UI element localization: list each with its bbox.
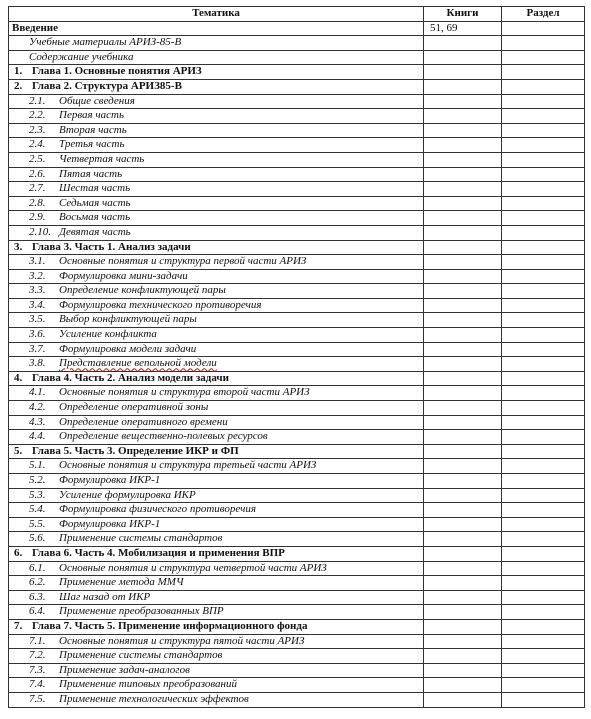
subsection-number: 2.1. <box>29 94 46 107</box>
books-cell <box>424 36 502 51</box>
table-row <box>9 255 585 270</box>
books-cell <box>424 634 502 649</box>
books-cell <box>424 561 502 576</box>
subsection-number: 4.3. <box>29 415 46 428</box>
section-cell <box>502 371 585 386</box>
subsection-number: 7.4. <box>29 678 46 691</box>
chapter-title: Глава 2. Структура АРИЗ85-В <box>32 79 182 92</box>
subsection-number: 3.5. <box>29 313 46 326</box>
topic-cell <box>9 488 424 503</box>
books-cell <box>424 79 502 94</box>
subsection-title: Основные понятия и структура четвертой части АРИЗ <box>59 561 327 574</box>
section-cell <box>502 328 585 343</box>
subsection-number: 3.1. <box>29 255 46 268</box>
subsection-title: Применение преобразованных ВПР <box>59 605 224 618</box>
table-row <box>9 649 585 664</box>
chapter-number: 4. <box>14 371 23 384</box>
books-cell <box>424 65 502 80</box>
subsection-number: 3.2. <box>29 269 46 282</box>
books-cell <box>424 430 502 445</box>
subsection-title: Седьмая часть <box>59 196 131 209</box>
table-row <box>9 123 585 138</box>
table-row <box>9 196 585 211</box>
topic-cell <box>9 503 424 518</box>
books-cell <box>424 503 502 518</box>
subsection-title: Общие сведения <box>59 94 135 107</box>
section-cell <box>502 415 585 430</box>
table-row <box>9 167 585 182</box>
subsection-number: 2.8. <box>29 196 46 209</box>
subsection-number: 5.1. <box>29 459 46 472</box>
subsection-title: Формулировка технического противоречия <box>59 298 262 311</box>
subsection-title: Применение задач-аналогов <box>59 663 190 676</box>
section-cell <box>502 50 585 65</box>
table-row <box>9 36 585 51</box>
topic-cell <box>9 123 424 138</box>
books-cell <box>424 94 502 109</box>
table-row <box>9 211 585 226</box>
subsection-title: Применение системы стандартов <box>59 532 223 545</box>
subsection-number: 6.4. <box>29 605 46 618</box>
section-cell <box>502 619 585 634</box>
table-row <box>9 284 585 299</box>
topic-cell <box>9 284 424 299</box>
section-cell <box>502 401 585 416</box>
subsection-number: 3.8. <box>29 357 46 370</box>
books-cell <box>424 196 502 211</box>
chapter-number: 2. <box>14 79 23 92</box>
section-cell <box>502 284 585 299</box>
books-cell <box>424 182 502 197</box>
table-row <box>9 678 585 693</box>
books-cell <box>424 692 502 707</box>
table-body <box>9 21 585 707</box>
section-cell <box>502 546 585 561</box>
table-row <box>9 459 585 474</box>
table-row <box>9 474 585 489</box>
subsection-title: Определение оперативного времени <box>59 415 228 428</box>
books-cell <box>424 459 502 474</box>
topic-cell <box>9 94 424 109</box>
books-cell <box>424 532 502 547</box>
table-row <box>9 269 585 284</box>
books-cell <box>424 313 502 328</box>
topic-cell <box>9 401 424 416</box>
books-cell <box>424 386 502 401</box>
section-cell <box>502 459 585 474</box>
section-cell <box>502 152 585 167</box>
topic-cell <box>9 576 424 591</box>
subsection-number: 3.6. <box>29 328 46 341</box>
subsection-title: Четвертая часть <box>59 152 145 165</box>
table-row <box>9 386 585 401</box>
chapter-title: Глава 6. Часть 4. Мобилизация и применения ВПР <box>32 546 285 559</box>
subsection-number: 2.10. <box>29 225 51 238</box>
table-header-row <box>9 7 585 22</box>
section-cell <box>502 678 585 693</box>
topic-cell <box>9 619 424 634</box>
section-cell <box>502 65 585 80</box>
table-row <box>9 79 585 94</box>
chapter-title: Глава 7. Часть 5. Применение информационного фонда <box>32 619 308 632</box>
table-row <box>9 415 585 430</box>
books-cell <box>424 240 502 255</box>
section-cell <box>502 313 585 328</box>
chapter-number: 7. <box>14 619 23 632</box>
topic-cell <box>9 459 424 474</box>
subsection-number: 7.1. <box>29 634 46 647</box>
subsection-title: Выбор конфликтующей пары <box>59 313 197 326</box>
books-cell <box>424 269 502 284</box>
section-cell <box>502 561 585 576</box>
books-cell <box>424 517 502 532</box>
topic-title: Введение <box>12 21 59 34</box>
section-cell <box>502 94 585 109</box>
table-row <box>9 576 585 591</box>
topic-cell <box>9 444 424 459</box>
subsection-number: 3.7. <box>29 342 46 355</box>
topic-title: Содержание учебника <box>29 50 134 63</box>
subsection-number: 6.2. <box>29 576 46 589</box>
books-cell <box>424 663 502 678</box>
table-row <box>9 21 585 36</box>
table-row <box>9 692 585 707</box>
subsection-number: 7.2. <box>29 649 46 662</box>
books-cell <box>424 255 502 270</box>
topic-cell <box>9 532 424 547</box>
chapter-number: 1. <box>14 65 23 78</box>
table-row <box>9 371 585 386</box>
subsection-title: Первая часть <box>59 109 124 122</box>
section-cell <box>502 605 585 620</box>
books-cell <box>424 619 502 634</box>
header-section: Раздел <box>502 7 585 22</box>
subsection-title: Шаг назад от ИКР <box>59 590 151 603</box>
subsection-number: 4.4. <box>29 430 46 443</box>
section-cell <box>502 576 585 591</box>
books-cell <box>424 284 502 299</box>
topic-cell <box>9 692 424 707</box>
subsection-number: 4.1. <box>29 386 46 399</box>
section-cell <box>502 79 585 94</box>
table-row <box>9 94 585 109</box>
table-row <box>9 182 585 197</box>
section-cell <box>502 430 585 445</box>
subsection-number: 2.4. <box>29 138 46 151</box>
topic-cell <box>9 240 424 255</box>
topic-cell <box>9 225 424 240</box>
section-cell <box>502 444 585 459</box>
subsection-title: Усиление формулировка ИКР <box>59 488 196 501</box>
topic-cell <box>9 663 424 678</box>
table-row <box>9 152 585 167</box>
topic-cell <box>9 342 424 357</box>
table-row <box>9 488 585 503</box>
table-row <box>9 663 585 678</box>
topic-cell <box>9 371 424 386</box>
topic-cell <box>9 36 424 51</box>
topic-cell <box>9 211 424 226</box>
books-cell <box>424 649 502 664</box>
topic-cell <box>9 590 424 605</box>
topic-cell <box>9 605 424 620</box>
books-cell <box>424 167 502 182</box>
subsection-number: 6.1. <box>29 561 46 574</box>
table-row <box>9 430 585 445</box>
books-cell <box>424 474 502 489</box>
section-cell <box>502 225 585 240</box>
books-cell <box>424 488 502 503</box>
section-cell <box>502 109 585 124</box>
table-row <box>9 605 585 620</box>
books-cell <box>424 371 502 386</box>
table-row <box>9 357 585 372</box>
subsection-title: Применение метода ММЧ <box>59 576 184 589</box>
section-cell <box>502 386 585 401</box>
books-cell <box>424 342 502 357</box>
section-cell <box>502 488 585 503</box>
subsection-number: 2.3. <box>29 123 46 136</box>
topic-cell <box>9 269 424 284</box>
topics-table <box>8 6 585 708</box>
section-cell <box>502 36 585 51</box>
subsection-number: 2.2. <box>29 109 46 122</box>
table-row <box>9 401 585 416</box>
subsection-number: 3.4. <box>29 298 46 311</box>
subsection-title: Определение конфликтующей пары <box>59 284 226 297</box>
table-row <box>9 65 585 80</box>
topic-cell <box>9 474 424 489</box>
section-cell <box>502 255 585 270</box>
subsection-number: 7.5. <box>29 692 46 705</box>
books-cell <box>424 225 502 240</box>
subsection-title: Применение технологических эффектов <box>59 692 249 705</box>
section-cell <box>502 123 585 138</box>
subsection-number: 5.5. <box>29 517 46 530</box>
table-row <box>9 313 585 328</box>
topic-cell <box>9 546 424 561</box>
topic-cell <box>9 255 424 270</box>
subsection-number: 7.3. <box>29 663 46 676</box>
subsection-title: Применение типовых преобразований <box>59 678 238 691</box>
section-cell <box>502 342 585 357</box>
subsection-number: 5.2. <box>29 474 46 486</box>
topic-cell <box>9 65 424 80</box>
subsection-title: Формулировка физического противоречия <box>59 503 257 516</box>
subsection-number: 2.9. <box>29 211 46 224</box>
section-cell <box>502 138 585 153</box>
table-row <box>9 561 585 576</box>
section-cell <box>502 240 585 255</box>
table-row <box>9 546 585 561</box>
books-cell <box>424 590 502 605</box>
subsection-title: Усиление конфликта <box>59 328 157 341</box>
subsection-number: 2.7. <box>29 182 46 195</box>
books-cell <box>424 678 502 693</box>
topic-cell <box>9 21 424 36</box>
books-cell <box>424 357 502 372</box>
document-page <box>8 6 584 708</box>
topic-cell <box>9 357 424 372</box>
subsection-title: Пятая часть <box>59 167 123 180</box>
section-cell <box>502 634 585 649</box>
subsection-title: Представление вепольной модели <box>59 357 217 370</box>
section-cell <box>502 182 585 197</box>
table-row <box>9 503 585 518</box>
books-cell <box>424 328 502 343</box>
table-row <box>9 109 585 124</box>
books-cell <box>424 401 502 416</box>
topic-cell <box>9 386 424 401</box>
subsection-title: Формулировка мини-задачи <box>59 269 188 282</box>
table-row <box>9 634 585 649</box>
subsection-title: Вторая часть <box>59 123 127 136</box>
subsection-number: 2.6. <box>29 167 46 180</box>
section-cell <box>502 167 585 182</box>
topic-cell <box>9 430 424 445</box>
topic-cell <box>9 152 424 167</box>
subsection-title: Основные понятия и структура первой части АРИЗ <box>59 255 307 268</box>
header-topic: Тематика <box>9 7 424 22</box>
topic-cell <box>9 138 424 153</box>
books-cell <box>424 605 502 620</box>
topic-cell <box>9 634 424 649</box>
books-cell <box>424 546 502 561</box>
topic-cell <box>9 109 424 124</box>
subsection-number: 5.6. <box>29 532 46 545</box>
topic-cell <box>9 415 424 430</box>
table-row <box>9 328 585 343</box>
subsection-number: 3.3. <box>29 284 46 297</box>
table-row <box>9 517 585 532</box>
table-row <box>9 298 585 313</box>
subsection-title: Девятая часть <box>59 225 131 238</box>
subsection-number: 6.3. <box>29 590 46 603</box>
section-cell <box>502 663 585 678</box>
table-row <box>9 590 585 605</box>
table-row <box>9 619 585 634</box>
table-row <box>9 444 585 459</box>
chapter-number: 3. <box>14 240 23 253</box>
subsection-title: Применение системы стандартов <box>59 649 223 662</box>
chapter-title: Глава 3. Часть 1. Анализ задачи <box>32 240 191 253</box>
section-cell <box>502 692 585 707</box>
subsection-number: 5.4. <box>29 503 46 516</box>
section-cell <box>502 196 585 211</box>
table-row <box>9 240 585 255</box>
subsection-number: 2.5. <box>29 152 46 165</box>
topic-cell <box>9 313 424 328</box>
section-cell <box>502 590 585 605</box>
topic-cell <box>9 196 424 211</box>
books-cell <box>424 152 502 167</box>
section-cell <box>502 517 585 532</box>
books-cell <box>424 123 502 138</box>
subsection-title: Определение вещественно-полевых ресурсов <box>59 430 268 443</box>
subsection-title: Основные понятия и структура второй части АРИЗ <box>59 386 310 399</box>
section-cell <box>502 269 585 284</box>
subsection-title: Определение оперативной зоны <box>59 401 209 414</box>
section-cell <box>502 474 585 489</box>
books-cell <box>424 298 502 313</box>
section-cell <box>502 649 585 664</box>
topic-cell <box>9 561 424 576</box>
topic-cell <box>9 298 424 313</box>
chapter-title: Глава 4. Часть 2. Анализ модели задачи <box>32 371 229 384</box>
books-cell <box>424 576 502 591</box>
subsection-title: Восьмая часть <box>59 211 131 224</box>
subsection-title: Формулировка ИКР-1 <box>59 474 161 486</box>
section-cell <box>502 503 585 518</box>
subsection-number: 4.2. <box>29 401 46 414</box>
subsection-title: Основные понятия и структура пятой части АРИЗ <box>59 634 305 647</box>
section-cell <box>502 532 585 547</box>
topic-cell <box>9 167 424 182</box>
books-cell: 51, 69 <box>424 21 502 36</box>
section-cell <box>502 298 585 313</box>
subsection-title: Шестая часть <box>59 182 131 195</box>
books-cell <box>424 109 502 124</box>
table-row <box>9 532 585 547</box>
topic-title: Учебные материалы АРИЗ-85-В <box>29 36 182 49</box>
chapter-number: 5. <box>14 444 23 457</box>
books-cell <box>424 50 502 65</box>
table-row <box>9 50 585 65</box>
chapter-number: 6. <box>14 546 23 559</box>
topic-cell <box>9 517 424 532</box>
table-row <box>9 225 585 240</box>
section-cell <box>502 211 585 226</box>
table-row <box>9 342 585 357</box>
chapter-title: Глава 1. Основные понятия АРИЗ <box>32 65 202 78</box>
subsection-title: Основные понятия и структура третьей части АРИЗ <box>59 459 317 472</box>
books-cell <box>424 211 502 226</box>
books-cell <box>424 444 502 459</box>
books-cell <box>424 415 502 430</box>
topic-cell <box>9 328 424 343</box>
topic-cell <box>9 649 424 664</box>
subsection-title: Формулировка модели задачи <box>59 342 197 355</box>
books-cell <box>424 138 502 153</box>
chapter-title: Глава 5. Часть 3. Определение ИКР и ФП <box>32 444 239 457</box>
section-cell <box>502 357 585 372</box>
section-cell <box>502 21 585 36</box>
topic-cell <box>9 678 424 693</box>
subsection-title: Третья часть <box>59 138 125 151</box>
topic-cell <box>9 50 424 65</box>
topic-cell <box>9 79 424 94</box>
subsection-number: 5.3. <box>29 488 46 501</box>
table-row <box>9 138 585 153</box>
topic-cell <box>9 182 424 197</box>
subsection-title: Формулировка ИКР-1 <box>59 517 161 530</box>
header-books: Книги <box>424 7 502 22</box>
